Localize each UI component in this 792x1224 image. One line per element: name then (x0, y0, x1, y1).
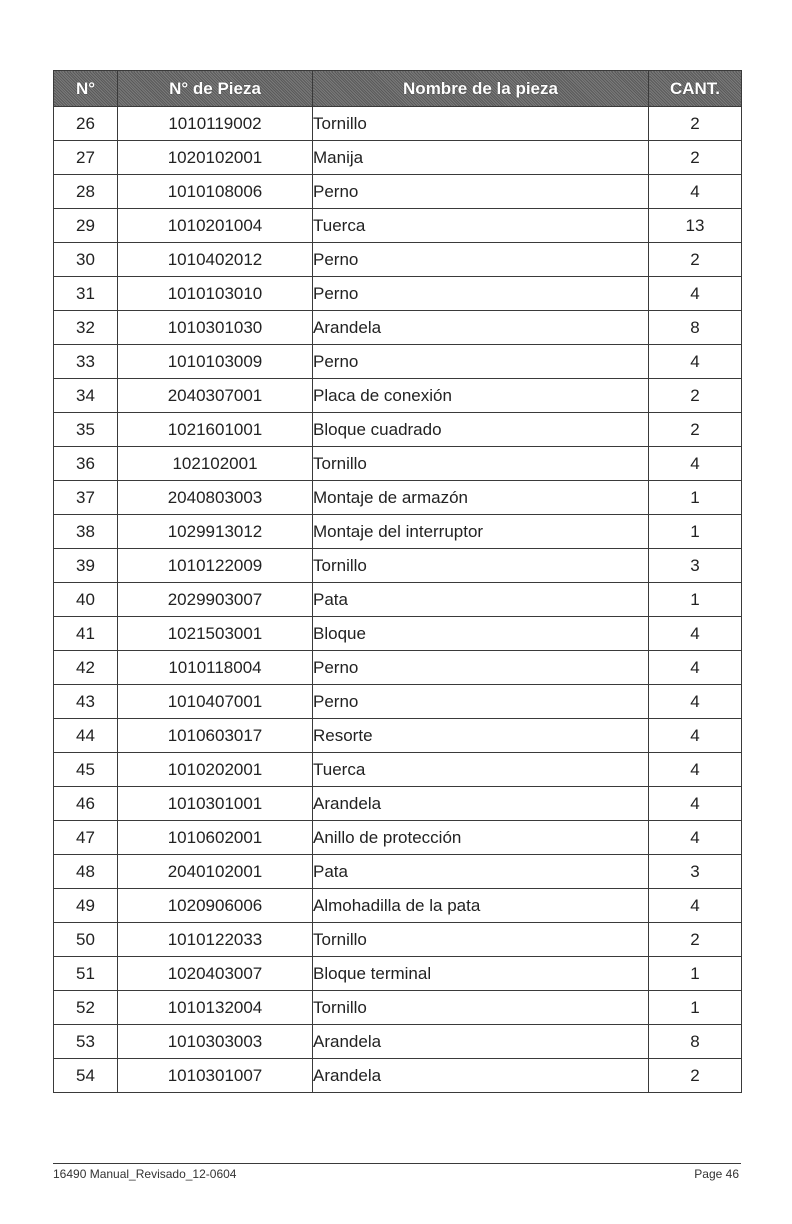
cell-number: 27 (54, 141, 118, 175)
cell-part-name: Tornillo (313, 923, 649, 957)
cell-part-name: Arandela (313, 787, 649, 821)
table-row (54, 515, 742, 549)
cell-part-name: Tornillo (313, 549, 649, 583)
header-quantity: CANT. (649, 71, 742, 107)
table-row (54, 1025, 742, 1059)
cell-number: 36 (54, 447, 118, 481)
cell-part-number: 1010122009 (118, 549, 313, 583)
cell-part-number: 1021503001 (118, 617, 313, 651)
table-row (54, 719, 742, 753)
cell-number: 30 (54, 243, 118, 277)
cell-part-number: 1010407001 (118, 685, 313, 719)
table-row (54, 107, 742, 141)
cell-part-name: Resorte (313, 719, 649, 753)
cell-number: 38 (54, 515, 118, 549)
table-row (54, 583, 742, 617)
cell-part-number: 1010201004 (118, 209, 313, 243)
table-row (54, 991, 742, 1025)
cell-quantity: 4 (649, 175, 742, 209)
cell-quantity: 4 (649, 889, 742, 923)
cell-quantity: 3 (649, 855, 742, 889)
cell-part-number: 1020403007 (118, 957, 313, 991)
cell-quantity: 4 (649, 685, 742, 719)
header-part-name: Nombre de la pieza (313, 71, 649, 107)
table-header-row (54, 71, 742, 107)
cell-part-number: 1010118004 (118, 651, 313, 685)
table-row (54, 889, 742, 923)
table-row (54, 345, 742, 379)
cell-part-name: Montaje del interruptor (313, 515, 649, 549)
cell-number: 50 (54, 923, 118, 957)
cell-part-number: 1020102001 (118, 141, 313, 175)
cell-quantity: 4 (649, 345, 742, 379)
cell-number: 46 (54, 787, 118, 821)
cell-part-name: Perno (313, 243, 649, 277)
cell-quantity: 2 (649, 1059, 742, 1093)
table-row (54, 379, 742, 413)
cell-quantity: 2 (649, 141, 742, 175)
cell-part-name: Montaje de armazón (313, 481, 649, 515)
table-row (54, 923, 742, 957)
cell-quantity: 2 (649, 923, 742, 957)
cell-quantity: 1 (649, 957, 742, 991)
cell-quantity: 2 (649, 379, 742, 413)
cell-number: 52 (54, 991, 118, 1025)
table-row (54, 481, 742, 515)
cell-number: 39 (54, 549, 118, 583)
cell-quantity: 4 (649, 651, 742, 685)
cell-number: 28 (54, 175, 118, 209)
cell-number: 49 (54, 889, 118, 923)
cell-part-number: 1020906006 (118, 889, 313, 923)
cell-number: 47 (54, 821, 118, 855)
cell-number: 51 (54, 957, 118, 991)
cell-quantity: 13 (649, 209, 742, 243)
table-row (54, 175, 742, 209)
cell-quantity: 2 (649, 413, 742, 447)
cell-part-number: 1010301007 (118, 1059, 313, 1093)
footer-page-number: Page 46 (694, 1167, 739, 1181)
header-number: N° (54, 71, 118, 107)
cell-part-name: Bloque (313, 617, 649, 651)
cell-part-name: Placa de conexión (313, 379, 649, 413)
cell-part-name: Tuerca (313, 753, 649, 787)
cell-number: 44 (54, 719, 118, 753)
cell-part-name: Arandela (313, 311, 649, 345)
cell-part-number: 1010122033 (118, 923, 313, 957)
cell-part-name: Arandela (313, 1059, 649, 1093)
cell-number: 34 (54, 379, 118, 413)
cell-quantity: 4 (649, 787, 742, 821)
cell-part-name: Pata (313, 583, 649, 617)
parts-table (53, 70, 742, 1093)
cell-quantity: 4 (649, 447, 742, 481)
cell-part-number: 1010132004 (118, 991, 313, 1025)
cell-part-name: Arandela (313, 1025, 649, 1059)
cell-part-name: Tornillo (313, 991, 649, 1025)
table-row (54, 651, 742, 685)
cell-part-name: Tornillo (313, 447, 649, 481)
cell-quantity: 1 (649, 515, 742, 549)
cell-number: 53 (54, 1025, 118, 1059)
cell-part-name: Almohadilla de la pata (313, 889, 649, 923)
table-row (54, 311, 742, 345)
table-row (54, 617, 742, 651)
cell-quantity: 8 (649, 1025, 742, 1059)
cell-quantity: 4 (649, 753, 742, 787)
table-row (54, 413, 742, 447)
cell-number: 43 (54, 685, 118, 719)
cell-part-number: 1029913012 (118, 515, 313, 549)
cell-part-name: Perno (313, 277, 649, 311)
cell-quantity: 2 (649, 107, 742, 141)
table-row (54, 753, 742, 787)
table-row (54, 243, 742, 277)
cell-quantity: 1 (649, 481, 742, 515)
cell-part-number: 1010303003 (118, 1025, 313, 1059)
cell-quantity: 2 (649, 243, 742, 277)
table-row (54, 957, 742, 991)
cell-quantity: 1 (649, 583, 742, 617)
cell-part-number: 1010103010 (118, 277, 313, 311)
cell-part-name: Perno (313, 651, 649, 685)
cell-part-number: 2040307001 (118, 379, 313, 413)
cell-part-number: 2029903007 (118, 583, 313, 617)
table-row (54, 685, 742, 719)
cell-number: 54 (54, 1059, 118, 1093)
cell-part-name: Tuerca (313, 209, 649, 243)
cell-part-name: Anillo de protección (313, 821, 649, 855)
cell-quantity: 4 (649, 821, 742, 855)
cell-number: 41 (54, 617, 118, 651)
cell-part-number: 1010108006 (118, 175, 313, 209)
footer-document-id: 16490 Manual_Revisado_12-0604 (53, 1167, 237, 1181)
cell-part-number: 1010202001 (118, 753, 313, 787)
cell-number: 40 (54, 583, 118, 617)
cell-part-name: Manija (313, 141, 649, 175)
cell-part-number: 2040803003 (118, 481, 313, 515)
cell-part-number: 1010103009 (118, 345, 313, 379)
table-row (54, 855, 742, 889)
table-row (54, 549, 742, 583)
cell-part-name: Perno (313, 175, 649, 209)
cell-part-number: 1010301030 (118, 311, 313, 345)
cell-quantity: 4 (649, 277, 742, 311)
cell-part-name: Tornillo (313, 107, 649, 141)
cell-part-name: Perno (313, 685, 649, 719)
cell-part-number: 2040102001 (118, 855, 313, 889)
cell-part-number: 1010301001 (118, 787, 313, 821)
cell-quantity: 1 (649, 991, 742, 1025)
cell-quantity: 4 (649, 617, 742, 651)
footer-divider (53, 1163, 741, 1164)
cell-part-number: 1010402012 (118, 243, 313, 277)
cell-part-name: Bloque terminal (313, 957, 649, 991)
table-row (54, 209, 742, 243)
cell-part-number: 1010602001 (118, 821, 313, 855)
cell-quantity: 3 (649, 549, 742, 583)
table-row (54, 141, 742, 175)
cell-number: 33 (54, 345, 118, 379)
table-row (54, 447, 742, 481)
cell-number: 48 (54, 855, 118, 889)
cell-number: 42 (54, 651, 118, 685)
cell-number: 35 (54, 413, 118, 447)
header-part-number: N° de Pieza (118, 71, 313, 107)
table-row (54, 787, 742, 821)
table-row (54, 277, 742, 311)
cell-number: 29 (54, 209, 118, 243)
cell-quantity: 4 (649, 719, 742, 753)
cell-part-number: 102102001 (118, 447, 313, 481)
parts-table-body (54, 107, 742, 1093)
cell-part-name: Pata (313, 855, 649, 889)
cell-part-number: 1010603017 (118, 719, 313, 753)
table-row (54, 1059, 742, 1093)
cell-part-name: Bloque cuadrado (313, 413, 649, 447)
table-row (54, 821, 742, 855)
cell-number: 37 (54, 481, 118, 515)
cell-quantity: 8 (649, 311, 742, 345)
cell-part-number: 1021601001 (118, 413, 313, 447)
cell-part-name: Perno (313, 345, 649, 379)
cell-number: 26 (54, 107, 118, 141)
cell-number: 45 (54, 753, 118, 787)
cell-part-number: 1010119002 (118, 107, 313, 141)
cell-number: 31 (54, 277, 118, 311)
cell-number: 32 (54, 311, 118, 345)
